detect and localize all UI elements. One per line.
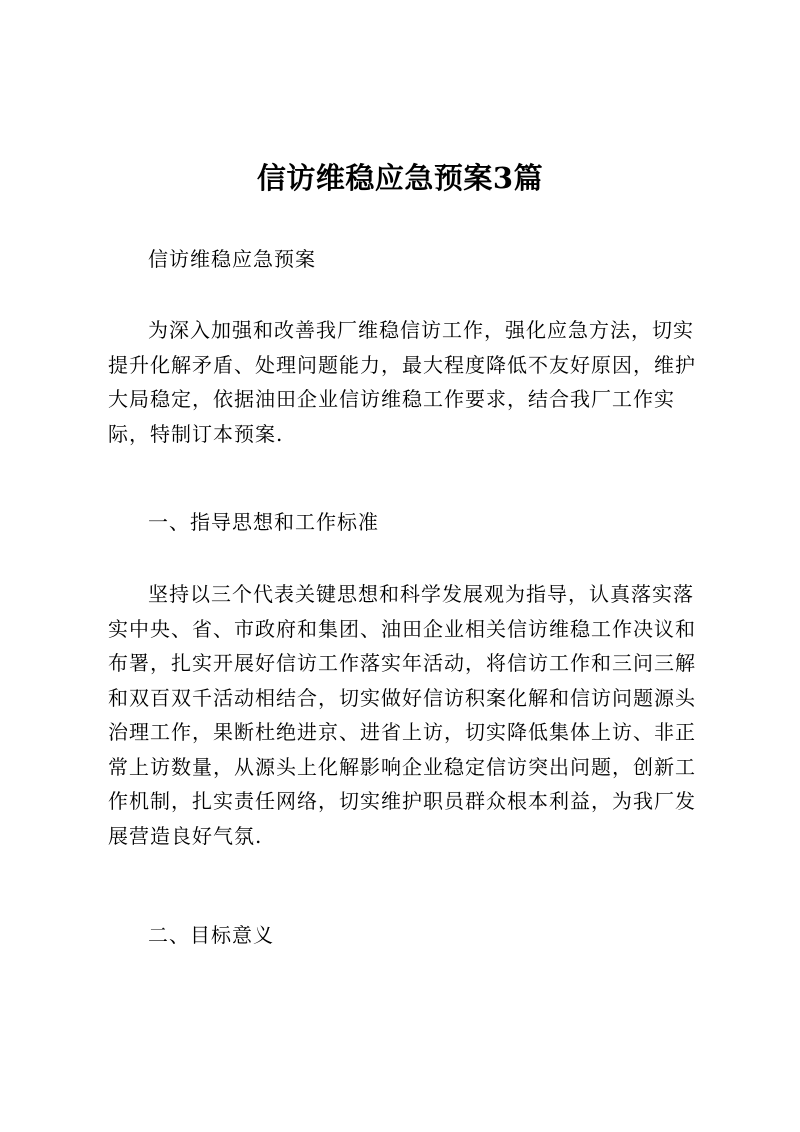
intro-paragraph: 为深入加强和改善我厂维稳信访工作，强化应急方法，切实提升化解矛盾、处理问题能力，最大程度降低不友好原因，维护大局稳定，依据油田企业信访维稳工作要求，结合我厂工作实际，特制订本预案. [108, 318, 696, 446]
section-1-heading: 一、指导思想和工作标准 [148, 510, 379, 534]
section-1-paragraph: 坚持以三个代表关键思想和科学发展观为指导，认真落实落实中央、省、市政府和集团、油田企业相关信访维稳工作决议和布署，扎实开展好信访工作落实年活动，将信访工作和三问三解和双百双千活动相结合，切实做好信访积案化解和信访问题源头治理工作，果断杜绝进京、进省上访，切实降低集体上访、非正常上访数量，从源头上化解影响企业稳定信访突出问题，创新工作机制，扎实责任网络，切实维护职员群众根本利益，为我厂发展营造良好气氛. [108, 582, 696, 848]
document-subtitle: 信访维稳应急预案 [148, 247, 316, 271]
section-2-heading: 二、目标意义 [148, 923, 274, 947]
document-title: 信访维稳应急预案3篇 [256, 161, 544, 195]
